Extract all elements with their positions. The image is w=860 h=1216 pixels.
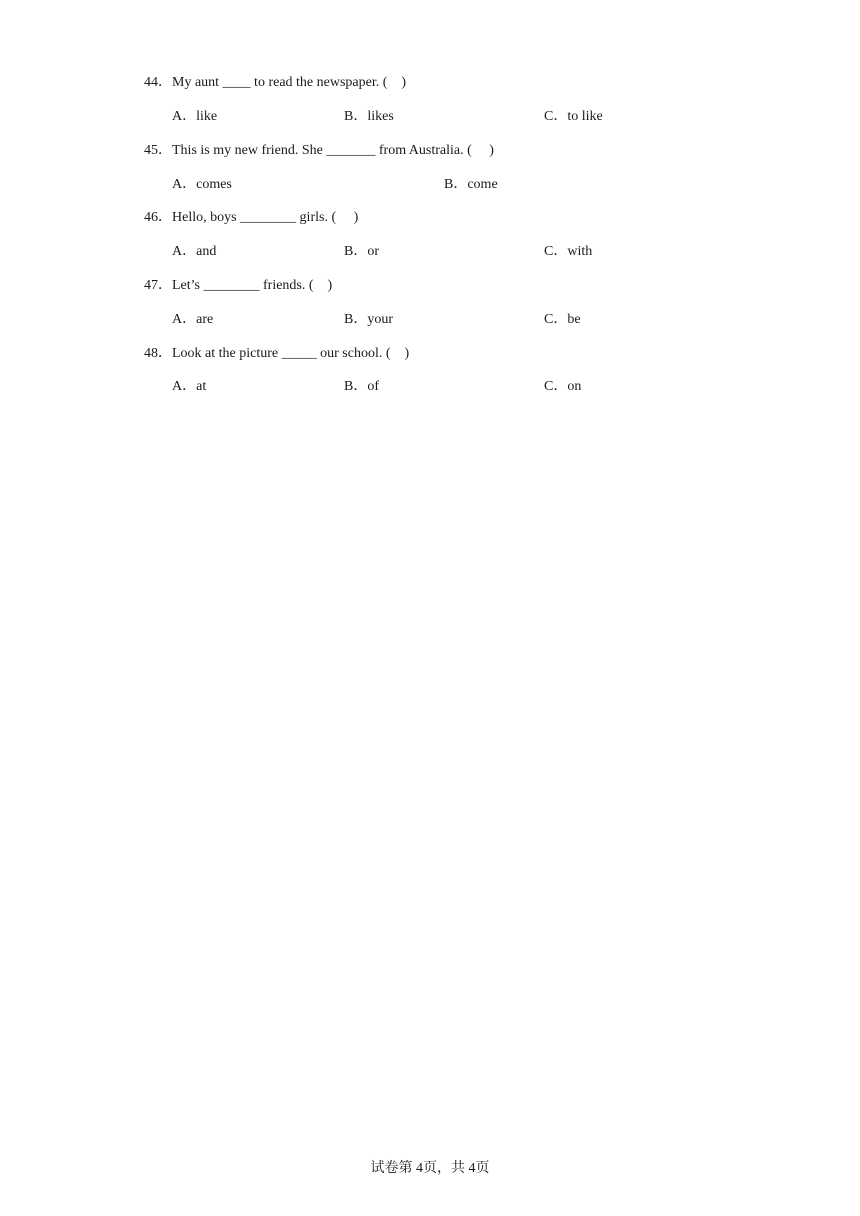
question-48-option-a: A．at [172, 379, 207, 394]
question-48-stem: 48．Look at the picture _____ our school. ( ) [144, 346, 410, 361]
question-46-option-b: B．or [344, 244, 379, 259]
question-47-option-c: C．be [544, 312, 581, 327]
question-44-stem: 44．My aunt ____ to read the newspaper. ( ) [144, 75, 407, 90]
question-44-option-b: B．likes [344, 109, 394, 124]
question-46-stem: 46．Hello, boys ________ girls. ( ) [144, 210, 359, 225]
question-48-option-b: B．of [344, 379, 379, 394]
question-47-option-b: B．your [344, 312, 393, 327]
question-47-stem: 47．Let’s ________ friends. ( ) [144, 278, 333, 293]
question-45-stem: 45．This is my new friend. She _______ from Australia. ( ) [144, 143, 494, 158]
question-48-option-c: C．on [544, 379, 582, 394]
question-46-option-a: A．and [172, 244, 217, 259]
question-45-option-b: B．come [444, 177, 498, 192]
page-footer: 试卷第 4页，共 4页 [370, 1161, 490, 1176]
question-44-option-c: C．to like [544, 109, 603, 124]
question-44-option-a: A．like [172, 109, 218, 124]
question-46-option-c: C．with [544, 244, 593, 259]
question-47-option-a: A．are [172, 312, 214, 327]
question-45-option-a: A．comes [172, 177, 232, 192]
